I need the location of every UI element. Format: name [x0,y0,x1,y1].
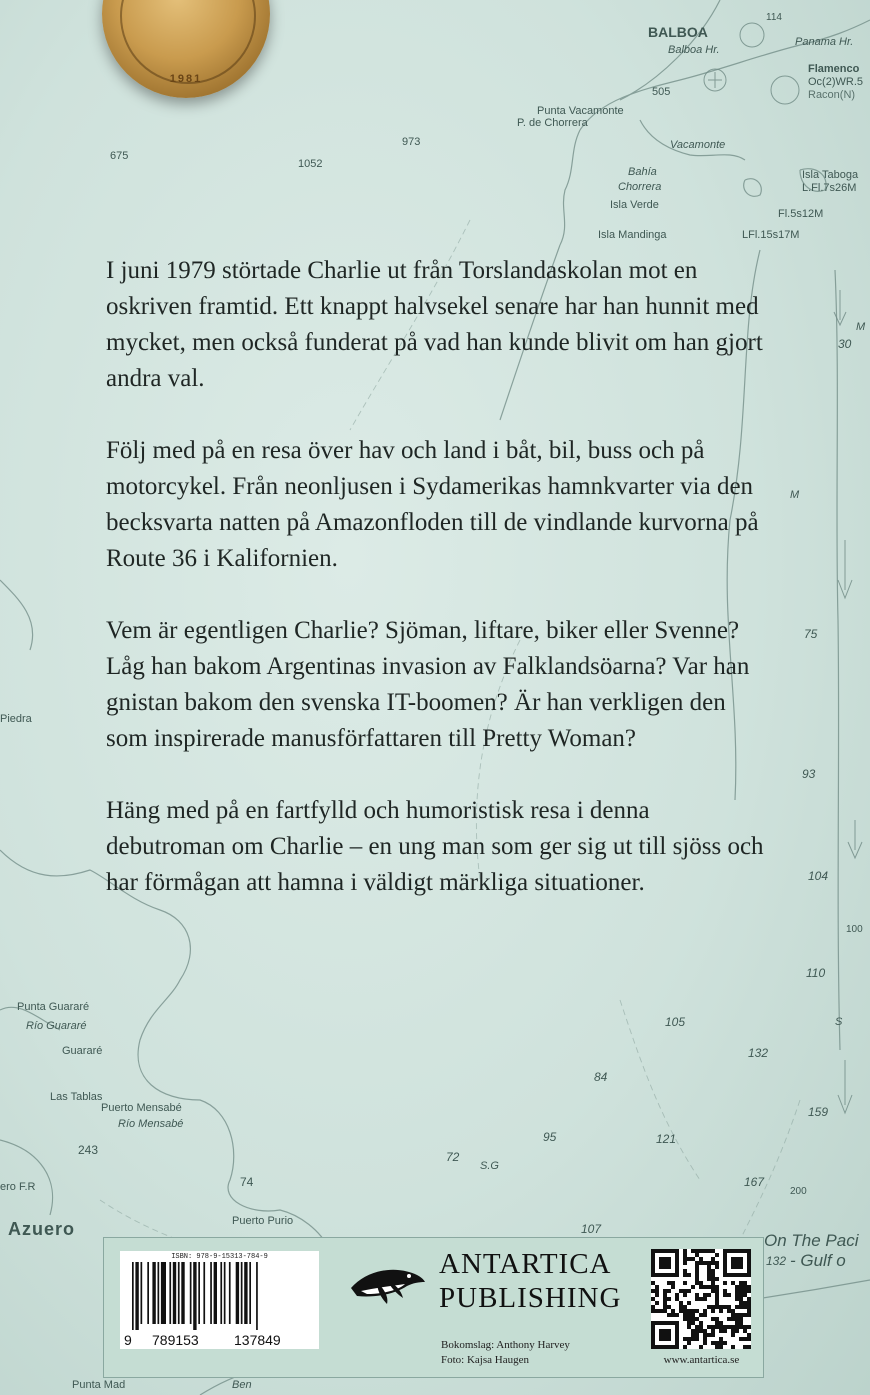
map-label-s-right: S [835,1016,843,1028]
map-label-punta-vacamonte: Punta Vacamonte [537,105,624,117]
map-depth-114: 114 [766,12,782,23]
map-label-isla-taboga: Isla Taboga [802,169,859,181]
map-label-punta-mad: Punta Mad [72,1379,126,1391]
map-depth-159: 159 [808,1105,829,1119]
map-label-sg: S.G [480,1160,499,1172]
map-label-balboa: BALBOA [648,24,708,40]
isbn-label: ISBN: 978-9-15313-784-9 [171,1253,268,1261]
publisher-name [439,1247,639,1315]
map-label-las-tablas: Las Tablas [50,1091,103,1103]
map-depth-132b: 132 [766,1254,787,1268]
map-label-punta-guarare: Punta Guararé [17,1001,90,1013]
barcode-bars [132,1262,308,1330]
map-label-on-the-paci: On The Paci [764,1231,859,1250]
map-label-isla-mandinga: Isla Mandinga [598,229,667,241]
map-depth-84: 84 [594,1070,608,1084]
publisher-website: www.antartica.se [663,1354,740,1366]
publisher-name-line1: ANTARTICA [439,1248,612,1280]
barcode-digit-prefix: 9 [124,1332,132,1348]
map-depth-107: 107 [581,1222,602,1236]
map-label-m-mid: M [790,489,800,501]
map-depth-95: 95 [543,1130,557,1144]
map-label-piedra: Piedra [0,713,32,725]
map-label-fl5s12m: Fl.5s12M [778,208,824,220]
map-label-puerto-purio: Puerto Purio [232,1215,294,1227]
map-depth-973: 973 [402,136,421,148]
map-label-lfl7s26m: L.Fl.7s26M [802,182,857,194]
map-label-ben: Ben [232,1379,252,1391]
map-label-flamenco: Flamenco [808,63,860,75]
publisher-footer [103,1237,764,1378]
publisher-name-line2: PUBLISHING [439,1282,622,1314]
map-depth-121: 121 [656,1132,677,1146]
map-depth-104: 104 [808,869,829,883]
credit-cover: Bokomslag: Anthony Harvey [441,1339,570,1351]
map-label-m-top: M [856,321,866,333]
map-label-vacamonte: Vacamonte [670,139,726,151]
map-depth-505: 505 [652,86,671,98]
penguin-logo-icon [347,1258,427,1306]
back-cover-blurb [106,253,766,937]
blurb-paragraph-3: Vem är egentligen Charlie? Sjöman, liftare, biker eller Svenne? Låg han bakom Argentinas invasion av Falklandsöarna? Var han gnistan bakom den svenska IT-boomen? Är han verkligen den som inspirerade manusförfattaren till Pretty Woman? [106,617,750,752]
isbn-barcode [120,1251,319,1349]
map-label-p-chorrera: P. de Chorrera [517,117,588,129]
map-depth-100: 100 [846,924,863,935]
map-depth-243: 243 [78,1143,99,1157]
map-label-bahia: Bahía [628,166,657,178]
map-depth-105: 105 [665,1015,686,1029]
map-depth-30: 30 [838,337,852,351]
credits [441,1338,570,1368]
map-label-gulf-o: - Gulf o [790,1251,846,1270]
map-label-chorrera: Chorrera [618,181,662,193]
map-depth-167: 167 [744,1175,765,1189]
barcode-digits-left: 789153 [152,1332,199,1348]
map-depth-74: 74 [240,1175,254,1189]
blurb-paragraph-2: Följ med på en resa över hav och land i båt, bil, buss och på motorcykel. Från neonljusen i Sydamerikas hamnkvarter via den becksvarta natten på Amazonfloden till de vindlande kurvorna på Route 36 i Kalifornien. [106,437,759,572]
credit-photo: Foto: Kajsa Haugen [441,1354,529,1366]
map-label-racon: Racon(N) [808,89,856,101]
blurb-paragraph-4: Häng med på en fartfylld och humoristisk resa i denna debutroman om Charlie – en ung man som ger sig ut till sjöss och har förmågan att hamna i väldigt märkliga situationer. [106,797,764,896]
map-label-isla-verde: Isla Verde [610,199,659,211]
map-label-ero-fr: ero F.R [0,1181,36,1193]
map-label-rio-guarare: Río Guararé [26,1020,87,1032]
map-depth-110: 110 [806,966,826,980]
map-depth-1052: 1052 [298,158,323,170]
map-depth-75: 75 [804,627,818,641]
map-label-puerto-mensabe: Puerto Mensabé [101,1102,182,1114]
qr-code [651,1249,751,1349]
map-depth-132: 132 [748,1046,769,1060]
map-depth-72: 72 [446,1150,460,1164]
map-depth-675: 675 [110,150,129,162]
map-depth-200: 200 [790,1186,807,1197]
map-label-guarare: Guararé [62,1045,103,1057]
blurb-paragraph-1: I juni 1979 störtade Charlie ut från Torslandaskolan mot en oskriven framtid. Ett knappt halvsekel senare har han hunnit med mycket, men också funderat på vad han kunde blivit om han gjort andra val. [106,257,763,392]
map-label-balboa-hr: Balboa Hr. [668,44,720,56]
barcode-digits-right: 137849 [234,1332,281,1348]
map-label-azuero: Azuero [8,1219,76,1239]
map-label-panama-hr: Panama Hr. [795,36,854,48]
map-label-lfl15s17m: LFl.15s17M [742,229,800,241]
map-label-rio-mensabe: Río Mensabé [118,1118,184,1130]
coin-year: 1981 [169,73,203,85]
map-label-flamenco-light: Oc(2)WR.5 [808,76,863,88]
map-depth-93: 93 [802,767,816,781]
coin-image [102,0,270,98]
